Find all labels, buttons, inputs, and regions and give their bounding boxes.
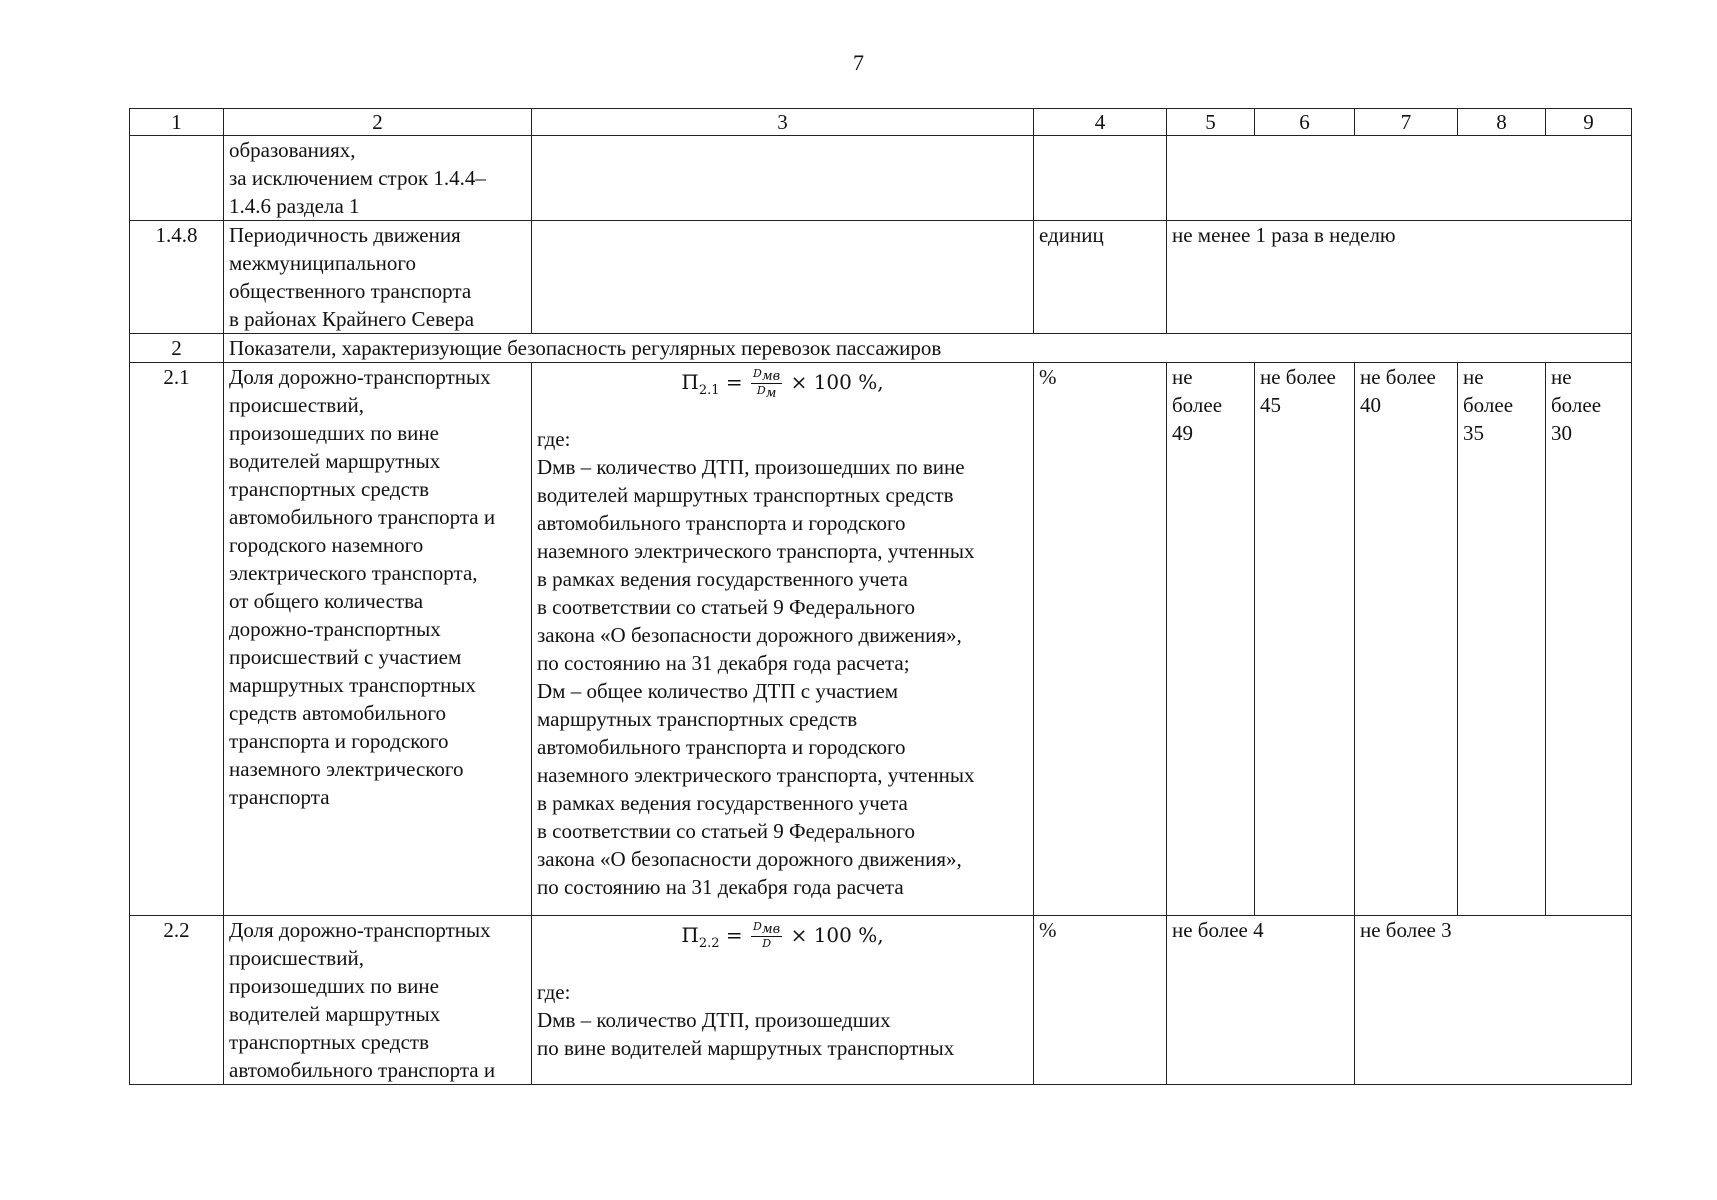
formula-cell <box>532 916 1034 1085</box>
row-number <box>130 136 224 221</box>
indicator-name: Периодичность движения межмуниципального общественного транспорта в районах Крайнего Севера <box>224 221 532 334</box>
formula: $П_{2.2}$ = $\frac{D_{мв}}{D}$ × 100 %, <box>537 916 1028 972</box>
row-number: 2.2 <box>130 916 224 1085</box>
unit-cell: % <box>1034 363 1167 916</box>
indicators-table <box>129 108 1632 1085</box>
unit-cell <box>1034 136 1167 221</box>
row-number: 1.4.8 <box>130 221 224 334</box>
page-number: 7 <box>853 50 864 75</box>
table-row <box>130 363 1632 916</box>
indicator-name: Доля дорожно-транспортных происшествий, произошедших по вине водителей маршрутных транспортных средств автомобильного транспорта и <box>224 916 532 1085</box>
value-col-5: не более 49 <box>1167 363 1255 916</box>
formula-description: Dмв – количество ДТП, произошедших по вине водителей маршрутных транспортных средств автомобильного транспорта и городского наземного электрического транспорта, учтенных в рамках ведения государственного учета в соответствии со статьей 9 Федерального закона «О безопасности дорожного движения», по состоянию на 31 декабря года расчета; Dм – общее количество ДТП с участием маршрутных транспортных средств автомобильного транспорта и городского наземного электрического транспорта, учтенных в рамках ведения государственного учета в соответствии со статьей 9 Федерального закона «О безопасности дорожного движения», по состоянию на 31 декабря года расчета <box>537 455 975 899</box>
row-number: 2.1 <box>130 363 224 916</box>
col-header: 4 <box>1034 109 1167 136</box>
value-cell: не менее 1 раза в неделю <box>1167 221 1632 334</box>
value-col-9: не более 30 <box>1546 363 1632 916</box>
section-title: Показатели, характеризующие безопасность регулярных перевозок пассажиров <box>224 334 1632 363</box>
fraction: $\frac{D_{мв}}{D}$ <box>753 920 781 951</box>
column-numbers-row <box>130 109 1632 136</box>
value-cols-7-9: не более 3 <box>1355 916 1632 1085</box>
col-header: 7 <box>1355 109 1458 136</box>
value-col-8: не более 35 <box>1458 363 1546 916</box>
formula-cell <box>532 363 1034 916</box>
col-header: 2 <box>224 109 532 136</box>
col-header: 3 <box>532 109 1034 136</box>
fraction: $\frac{D_{мв}}{D_м}$ <box>753 367 781 402</box>
formula-cell <box>532 221 1034 334</box>
col-header: 9 <box>1546 109 1632 136</box>
table-row <box>130 221 1632 334</box>
table-row <box>130 136 1632 221</box>
col-header: 8 <box>1458 109 1546 136</box>
value-col-7: не более 40 <box>1355 363 1458 916</box>
indicator-name: Доля дорожно-транспортных происшествий, произошедших по вине водителей маршрутных транспортных средств автомобильного транспорта и городского наземного электрического транспорта, от общего количества дорожно-транспортных происшествий с участием маршрутных транспортных средств автомобильного транспорта и городского наземного электрического транспорта <box>224 363 532 916</box>
section-row <box>130 334 1632 363</box>
value-cell <box>1167 136 1632 221</box>
indicator-name: образованиях, за исключением строк 1.4.4– 1.4.6 раздела 1 <box>224 136 532 221</box>
where-label: где: <box>537 980 571 1004</box>
unit-cell: единиц <box>1034 221 1167 334</box>
formula-cell <box>532 136 1034 221</box>
col-header: 6 <box>1255 109 1355 136</box>
col-header: 1 <box>130 109 224 136</box>
formula: $П_{2.1}$ = $\frac{D_{мв}}{D_м}$ × 100 %, <box>681 367 884 402</box>
where-label: где: <box>537 427 571 451</box>
unit-cell: % <box>1034 916 1167 1085</box>
value-col-6: не более 45 <box>1255 363 1355 916</box>
value-cols-5-6: не более 4 <box>1167 916 1355 1085</box>
table-row <box>130 916 1632 1085</box>
formula-description: Dмв – количество ДТП, произошедших по вине водителей маршрутных транспортных <box>537 1008 955 1060</box>
col-header: 5 <box>1167 109 1255 136</box>
section-number: 2 <box>130 334 224 363</box>
